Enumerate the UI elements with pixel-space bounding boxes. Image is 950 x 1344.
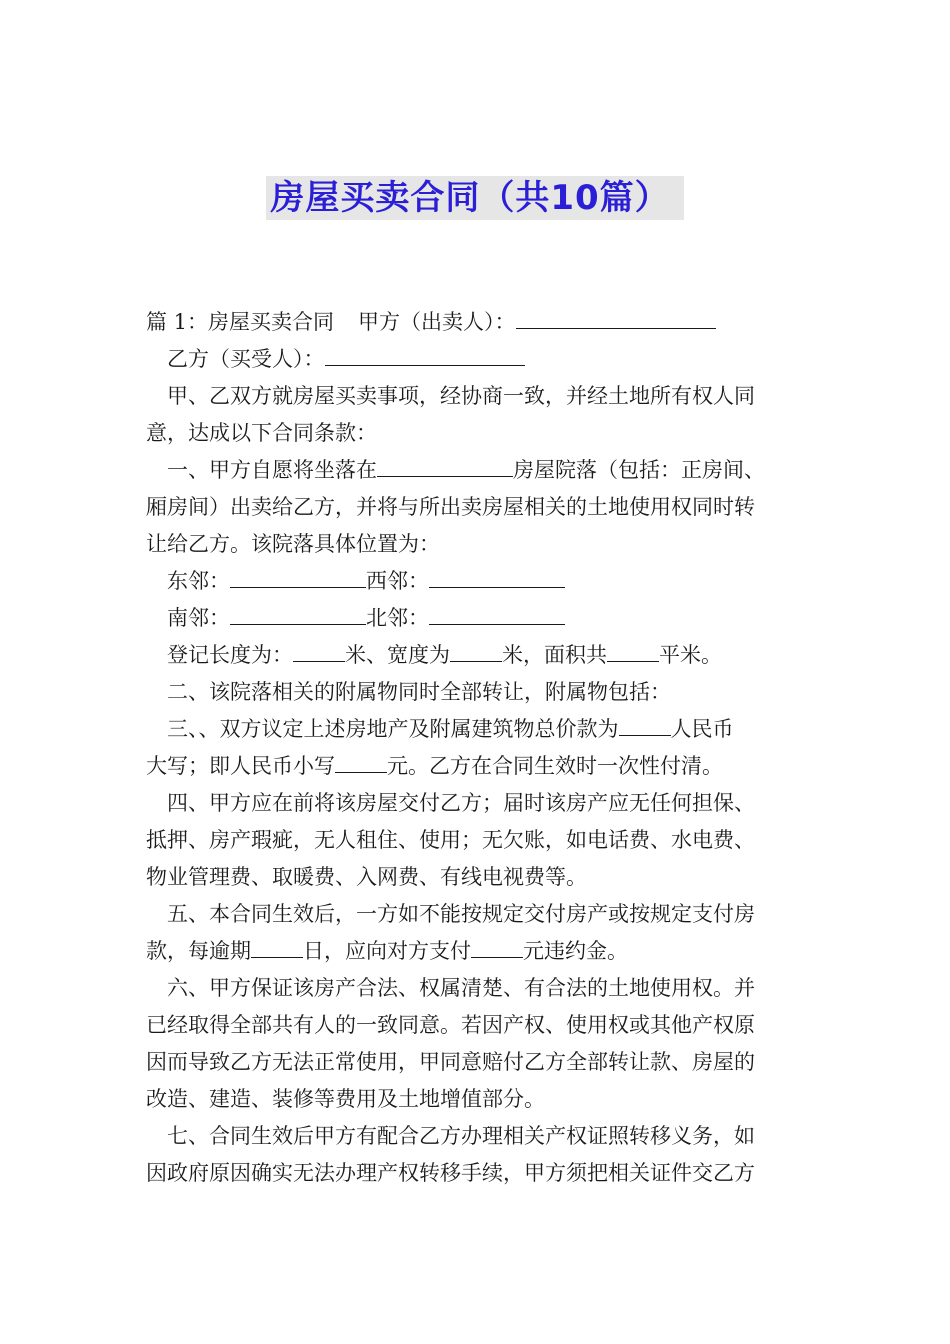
blank-total-price[interactable]: [619, 713, 671, 736]
blank-east[interactable]: [230, 565, 366, 588]
paragraph-text: 抵押、房产瑕疵，无人租住、使用；无欠账，如电话费、水电费、: [146, 828, 755, 852]
line-7: [146, 526, 810, 563]
party-b-label: 乙方（买受人）：: [167, 347, 325, 371]
paragraph-text: 六、甲方保证该房产合法、权属清楚、有合法的土地使用权。并: [167, 976, 755, 1000]
line-13: [146, 748, 810, 785]
line-4: [146, 415, 810, 452]
blank-length[interactable]: [293, 639, 345, 662]
blank-south[interactable]: [230, 602, 366, 625]
line-17: [146, 896, 810, 933]
east-neighbor-label: 东邻：: [167, 569, 230, 593]
paragraph-text: 甲、乙双方就房屋买卖事项，经协商一致，并经土地所有权人同: [167, 384, 755, 408]
paragraph-text: 元。乙方在合同生效时一次性付清。: [387, 754, 723, 778]
paragraph-text: 让给乙方。该院落具体位置为：: [146, 532, 440, 556]
paragraph-text: 人民币: [670, 717, 734, 741]
document-body: [146, 304, 810, 1192]
line-21: [146, 1044, 810, 1081]
line-15: [146, 822, 810, 859]
paragraph-text: 大写；即人民币小写: [146, 754, 335, 778]
north-neighbor-label: 北邻：: [366, 606, 429, 630]
paragraph-text: 款，每逾期: [146, 939, 251, 963]
paragraph-text: 二、该院落相关的附属物同时全部转让，附属物包括：: [167, 680, 671, 704]
section-heading: 篇 1：房屋买卖合同: [146, 310, 335, 334]
paragraph-text: 一、甲方自愿将坐落在: [167, 458, 377, 482]
paragraph-text: 七、合同生效后甲方有配合乙方办理相关产权证照转移义务，如: [167, 1124, 755, 1148]
line-12: [146, 711, 810, 748]
line-2: [146, 341, 810, 378]
blank-width[interactable]: [450, 639, 502, 662]
paragraph-text: 登记长度为：: [167, 643, 293, 667]
blank-location[interactable]: [377, 454, 513, 477]
blank-area[interactable]: [607, 639, 659, 662]
line-6: [146, 489, 810, 526]
paragraph-text: 元违约金。: [523, 939, 628, 963]
paragraph-text: 房屋院落（包括：正房间、: [513, 458, 765, 482]
line-23: [146, 1118, 810, 1155]
blank-north[interactable]: [429, 602, 565, 625]
line-5: [146, 452, 810, 489]
line-1: [146, 304, 810, 341]
line-9: [146, 600, 810, 637]
paragraph-text: 日，应向对方支付: [303, 939, 471, 963]
blank-west[interactable]: [429, 565, 565, 588]
line-19: [146, 970, 810, 1007]
line-14: [146, 785, 810, 822]
paragraph-text: 意，达成以下合同条款：: [146, 421, 377, 445]
line-22: [146, 1081, 810, 1118]
south-neighbor-label: 南邻：: [167, 606, 230, 630]
line-24: [146, 1155, 810, 1192]
line-20: [146, 1007, 810, 1044]
paragraph-text: 物业管理费、取暖费、入网费、有线电视费等。: [146, 865, 587, 889]
paragraph-text: 五、本合同生效后，一方如不能按规定交付房产或按规定支付房: [167, 902, 755, 926]
blank-penalty[interactable]: [471, 935, 523, 958]
paragraph-text: 四、甲方应在前将该房屋交付乙方；届时该房产应无任何担保、: [167, 791, 755, 815]
line-3: [146, 378, 810, 415]
west-neighbor-label: 西邻：: [366, 569, 429, 593]
paragraph-text: 已经取得全部共有人的一致同意。若因产权、使用权或其他产权原: [146, 1013, 755, 1037]
paragraph-text: 米，面积共: [502, 643, 607, 667]
line-16: [146, 859, 810, 896]
paragraph-text: 因而导致乙方无法正常使用，甲同意赔付乙方全部转让款、房屋的: [146, 1050, 755, 1074]
paragraph-text: 改造、建造、装修等费用及土地增值部分。: [146, 1087, 545, 1111]
line-10: [146, 637, 810, 674]
paragraph-text: 平米。: [659, 643, 722, 667]
paragraph-text: 因政府原因确实无法办理产权转移手续，甲方须把相关证件交乙方: [146, 1161, 755, 1185]
paragraph-text: 三、、双方议定上述房地产及附属建筑物总价款为: [167, 717, 619, 741]
line-18: [146, 933, 810, 970]
paragraph-text: 米、宽度为: [345, 643, 450, 667]
paragraph-text: 厢房间）出卖给乙方，并将与所出卖房屋相关的土地使用权同时转: [146, 495, 755, 519]
line-11: [146, 674, 810, 711]
blank-overdue-days[interactable]: [251, 935, 303, 958]
party-a-label: 甲方（出卖人）：: [358, 310, 516, 334]
document-title: 房屋买卖合同（共10篇）: [266, 176, 683, 220]
line-8: [146, 563, 810, 600]
blank-party-b[interactable]: [325, 343, 525, 366]
blank-price-numeric[interactable]: [335, 750, 387, 773]
title-wrap: [0, 176, 950, 220]
blank-party-a[interactable]: [516, 306, 716, 329]
